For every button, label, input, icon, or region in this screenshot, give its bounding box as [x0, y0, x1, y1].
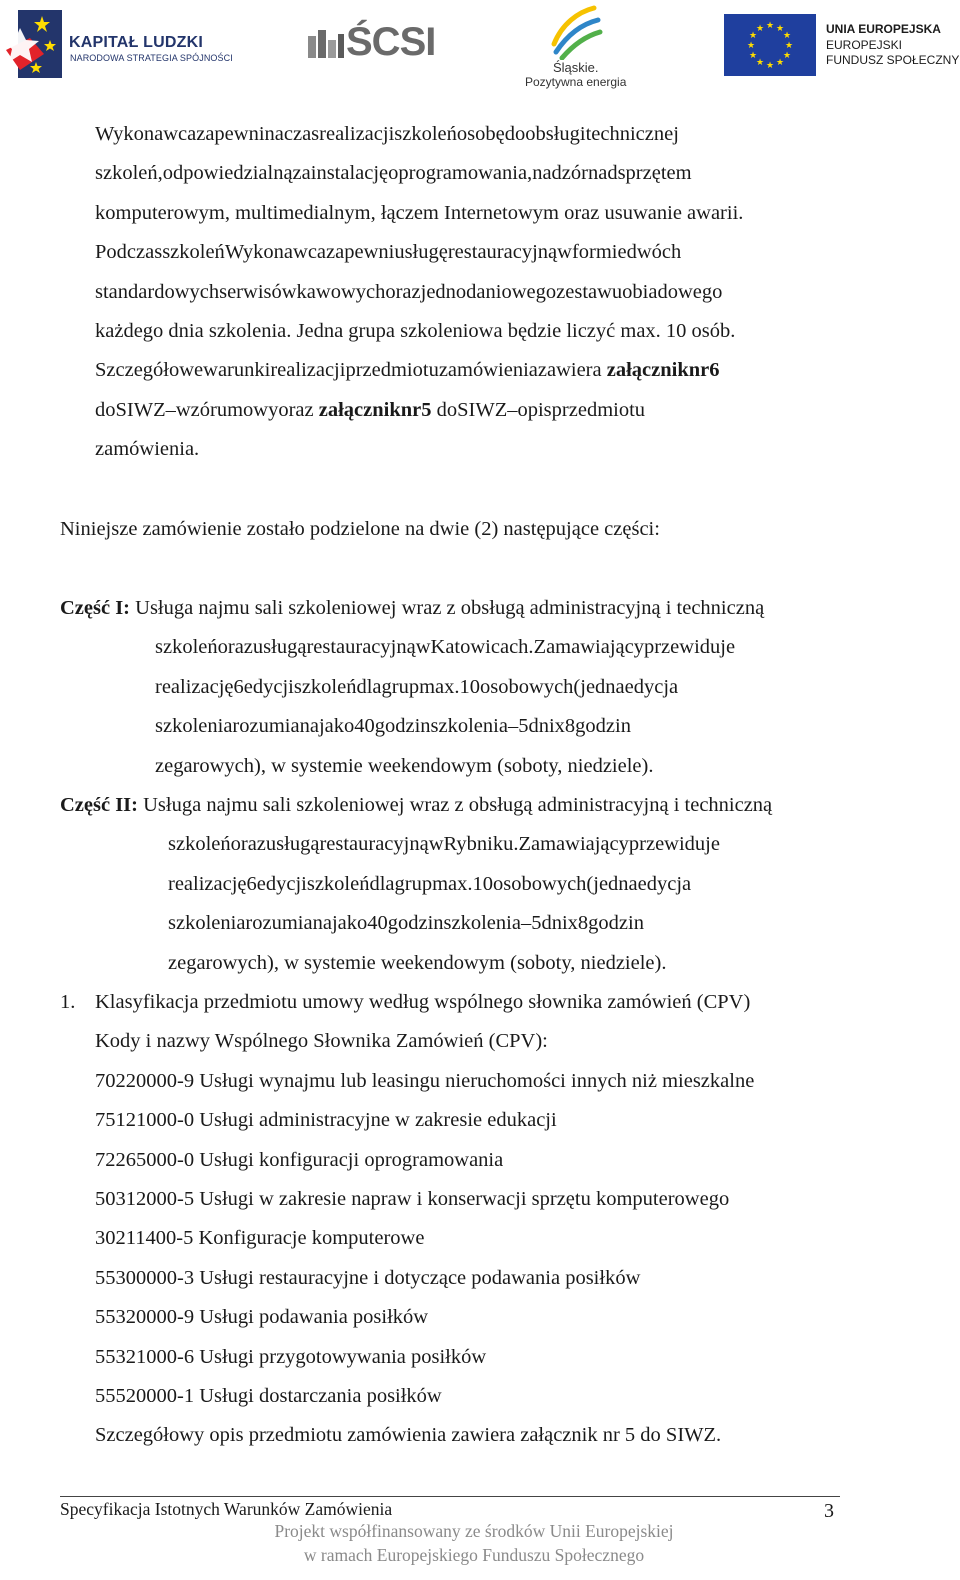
kapital-ludzki-subtitle: NARODOWA STRATEGIA SPÓJNOŚCI [70, 53, 233, 63]
word: realizację [155, 675, 234, 698]
scsi-wordmark: ŚCSI [346, 20, 436, 64]
word: osobę [456, 123, 505, 145]
word: – [507, 398, 518, 421]
word: szkoleń, [95, 162, 163, 185]
word: realizacji [270, 359, 346, 382]
word: zamówienia [438, 359, 538, 382]
svg-text:★: ★ [775, 58, 785, 68]
slaskie-slogan: Pozytywna energia [525, 75, 627, 89]
word: szkoleń [168, 833, 231, 856]
word: 40 [354, 715, 375, 738]
word: oraz [278, 398, 314, 421]
part1-line-3 [155, 668, 871, 707]
part2-line-1 [60, 786, 772, 825]
word: dni [528, 715, 555, 738]
cpv-code-item: 55321000-6 Usługi przygotowywania posiłków [95, 1345, 487, 1368]
bold-word: załącznik [606, 359, 689, 382]
word: umowy [216, 398, 279, 421]
cpv-intro: Kody i nazwy Wspólnego Słownika Zamówień (CPV): [95, 1030, 548, 1053]
part1-line-4 [155, 707, 871, 746]
word: grup [381, 675, 420, 698]
svg-text:★: ★ [775, 24, 785, 34]
word: 10 [459, 675, 481, 698]
bold-word: załącznik [318, 398, 401, 421]
word: (jedna [573, 675, 625, 698]
intro-line-1 [95, 115, 871, 154]
word: formie [571, 241, 627, 264]
word: sprzętem [617, 162, 692, 185]
word: obsługi [525, 123, 586, 145]
word: nadzór [532, 162, 588, 185]
word: do [436, 398, 458, 421]
svg-text:★: ★ [782, 51, 792, 61]
word: Zamawiający [533, 636, 644, 659]
word: obiadowego [622, 280, 723, 303]
word: edycja [624, 675, 679, 698]
cpv-code-item: 55320000-9 Usługi podawania posiłków [95, 1306, 429, 1329]
page-number: 3 [824, 1500, 834, 1522]
word: do [95, 398, 116, 421]
intro-line-2 [95, 154, 871, 193]
word: szkoleń [162, 241, 225, 264]
word: standardowych [95, 280, 220, 303]
footer-cofinancing-note: Projekt współfinansowany ze środków Unii Europejskiej [274, 1521, 674, 1541]
word: warunki [203, 359, 271, 382]
svg-text:★: ★ [755, 58, 765, 68]
word: szkoleń [293, 675, 357, 698]
word: edycji [256, 872, 307, 895]
word: czas [283, 123, 320, 145]
word: rozumiana [245, 912, 332, 935]
word: Wykonawca [95, 123, 197, 145]
word: realizację [168, 872, 247, 895]
intro-paragraph [95, 115, 871, 470]
word: realizacji [319, 123, 395, 145]
svg-text:★: ★ [782, 31, 792, 41]
intro-line-3: komputerowym, multimedialnym, łączem Internetowym oraz usuwanie awarii. [95, 201, 744, 224]
intro-line-6: każdego dnia szkolenia. Jedna grupa szkoleniowa będzie liczyć max. 10 osób. [95, 319, 736, 342]
cpv-code-item: 72265000-0 Usługi konfiguracji oprogramowania [95, 1148, 504, 1171]
word: Szczegółowe [95, 359, 204, 382]
word: oraz [217, 636, 253, 659]
bold-word: 5 [421, 398, 432, 421]
word: 5 [518, 715, 529, 738]
word: max. [419, 675, 460, 698]
word: usługą [252, 636, 307, 659]
section1-heading: Klasyfikacja przedmiotu umowy według wspólnego słownika zamówień (CPV) [95, 991, 751, 1013]
header-logos [0, 0, 960, 100]
word: usługą [265, 833, 320, 856]
word: godzin [374, 715, 431, 738]
word: 6 [246, 872, 257, 895]
svg-text:★: ★ [765, 61, 775, 71]
part2-label: Część II: [60, 794, 138, 816]
word: szkolenia [155, 715, 233, 738]
word: godzin [588, 912, 644, 935]
word: przedmiotu [345, 359, 439, 382]
word: jako [331, 912, 368, 935]
word: (jedna [586, 872, 638, 895]
word: x [554, 715, 565, 738]
slaskie-swirl-icon [548, 4, 604, 60]
word: Wykonawca [224, 241, 327, 264]
word: dwóch [626, 241, 682, 264]
word: osobowych [493, 872, 587, 895]
cpv-code-item: 70220000-9 Usługi wynajmu lub leasingu nieruchomości innych niż mieszkalne [95, 1069, 755, 1092]
word: zawiera [537, 359, 602, 382]
word: kawowych [296, 280, 386, 303]
part1-line-2 [155, 628, 871, 667]
intro-line-7 [95, 351, 871, 390]
part2-line-4 [168, 904, 871, 943]
word: nad [587, 162, 618, 185]
part2-line-2 [168, 825, 871, 864]
cpv-code-item: 55300000-3 Usługi restauracyjne i dotyczące podawania posiłków [95, 1266, 641, 1289]
division-statement: Niniejsze zamówienie zostało podzielone na dwie (2) następujące części: [60, 518, 660, 540]
word: jako [318, 715, 355, 738]
word: restauracyjną [447, 241, 558, 264]
word: przewiduje [628, 833, 720, 856]
section1-number: 1. [60, 991, 76, 1013]
part1-line-1 [60, 589, 764, 628]
part1-label: Część I: [60, 597, 131, 619]
eu-label-line2: EUROPEJSKI [826, 38, 903, 52]
word: jednodaniowego [420, 280, 557, 303]
word: szkoleń [306, 872, 370, 895]
word: dni [541, 912, 568, 935]
cpv-code-item: 75121000-0 Usługi administracyjne w zakresie edukacji [95, 1109, 557, 1132]
eu-flag-icon [724, 14, 816, 76]
section1-closing: Szczegółowy opis przedmiotu zamówienia zawiera załącznik nr 5 do SIWZ. [95, 1424, 722, 1447]
scsi-emblem-icon [308, 26, 344, 60]
part1-line-5: zegarowych), w systemie weekendowym (soboty, niedziele). [155, 754, 654, 777]
word: 8 [564, 715, 576, 738]
word: odpowiedzialną [162, 162, 293, 185]
word: zestawu [556, 280, 623, 303]
bold-word: nr [688, 359, 710, 382]
word: 8 [577, 912, 589, 935]
word: restauracyjną [319, 833, 429, 856]
intro-line-8 [95, 391, 871, 430]
part2-title: Usługa najmu sali szkoleniowej wraz z obsługą administracyjną i techniczną [143, 794, 773, 816]
word: w [428, 833, 444, 856]
word: 6 [233, 675, 244, 698]
word: instalację [310, 162, 389, 185]
cpv-code-item: 50312000-5 Usługi w zakresie napraw i konserwacji sprzętu komputerowego [95, 1187, 730, 1210]
slaskie-name: Śląskie. [553, 60, 599, 75]
cpv-code-list [95, 1062, 871, 1456]
word: szkolenia [168, 912, 246, 935]
word: szkoleń [394, 123, 457, 145]
word: Katowicach. [430, 636, 534, 659]
part1-title: Usługa najmu sali szkoleniowej wraz z obsługą administracyjną i techniczną [135, 597, 765, 619]
word: przewiduje [643, 636, 736, 659]
intro-line-5 [95, 273, 871, 312]
word: technicznej [585, 123, 679, 145]
word: – [520, 912, 532, 935]
word: SIWZ [457, 398, 508, 421]
word: edycji [243, 675, 294, 698]
word: max. [432, 872, 473, 895]
word: oprogramowania, [388, 162, 533, 185]
word: 40 [367, 912, 388, 935]
word: na [264, 123, 284, 145]
word: oraz [230, 833, 266, 856]
svg-text:★: ★ [784, 41, 794, 51]
word: szkolenia [443, 912, 521, 935]
word: dla [369, 872, 395, 895]
word: godzin [387, 912, 444, 935]
word: szkoleń [155, 636, 218, 659]
bold-word: 6 [709, 359, 720, 382]
word: osobowych [480, 675, 574, 698]
svg-text:★: ★ [765, 21, 775, 31]
part1-body [155, 628, 871, 786]
svg-text:★: ★ [748, 31, 758, 41]
word: usługę [394, 241, 448, 264]
word: za [292, 162, 311, 185]
word: oraz [385, 280, 421, 303]
kapital-ludzki-title: KAPITAŁ LUDZKI [69, 34, 204, 51]
footer-title: Specyfikacja Istotnych Warunków Zamówienia [60, 1499, 393, 1519]
word: 10 [472, 872, 494, 895]
word: 5 [531, 912, 542, 935]
word: – [507, 715, 519, 738]
word: grup [394, 872, 433, 895]
word: – [165, 398, 176, 421]
word: Zamawiający [518, 833, 629, 856]
word: godzin [575, 715, 631, 738]
word: serwisów [219, 280, 297, 303]
cpv-code-item: 30211400-5 Konfiguracje komputerowe [95, 1227, 425, 1250]
word: edycja [637, 872, 692, 895]
word: SIWZ [115, 398, 166, 421]
intro-line-9: zamówienia. [95, 438, 200, 461]
intro-line-4 [95, 233, 871, 272]
word: restauracyjną [306, 636, 416, 659]
word: w [557, 241, 572, 264]
svg-text:★: ★ [755, 24, 765, 34]
word: x [567, 912, 578, 935]
word: opis [517, 398, 552, 421]
word: Rybniku. [443, 833, 519, 856]
word: szkolenia [430, 715, 508, 738]
word: dla [356, 675, 382, 698]
footer-fund-note: w ramach Europejskiego Funduszu Społecznego [303, 1545, 645, 1565]
eu-label-line3: FUNDUSZ SPOŁECZNY [826, 53, 960, 67]
kapital-ludzki-emblem-icon [4, 10, 66, 80]
part2-line-3 [168, 865, 871, 904]
word: Podczas [95, 241, 163, 264]
part2-line-5: zegarowych), w systemie weekendowym (soboty, niedziele). [168, 951, 667, 974]
svg-text:★: ★ [748, 51, 758, 61]
word: zapewni [326, 241, 395, 264]
word: wzór [175, 398, 217, 421]
word: w [415, 636, 431, 659]
eu-label-line1: UNIA EUROPEJSKA [826, 22, 941, 36]
part2-body [168, 825, 871, 983]
word: do [504, 123, 526, 145]
svg-text:★: ★ [746, 41, 756, 51]
bold-word: nr [400, 398, 422, 421]
word: zapewni [196, 123, 265, 145]
cpv-code-item: 55520000-1 Usługi dostarczania posiłków [95, 1384, 442, 1407]
word: przedmiotu [551, 398, 646, 421]
footer-divider [60, 1496, 840, 1497]
word: rozumiana [232, 715, 319, 738]
